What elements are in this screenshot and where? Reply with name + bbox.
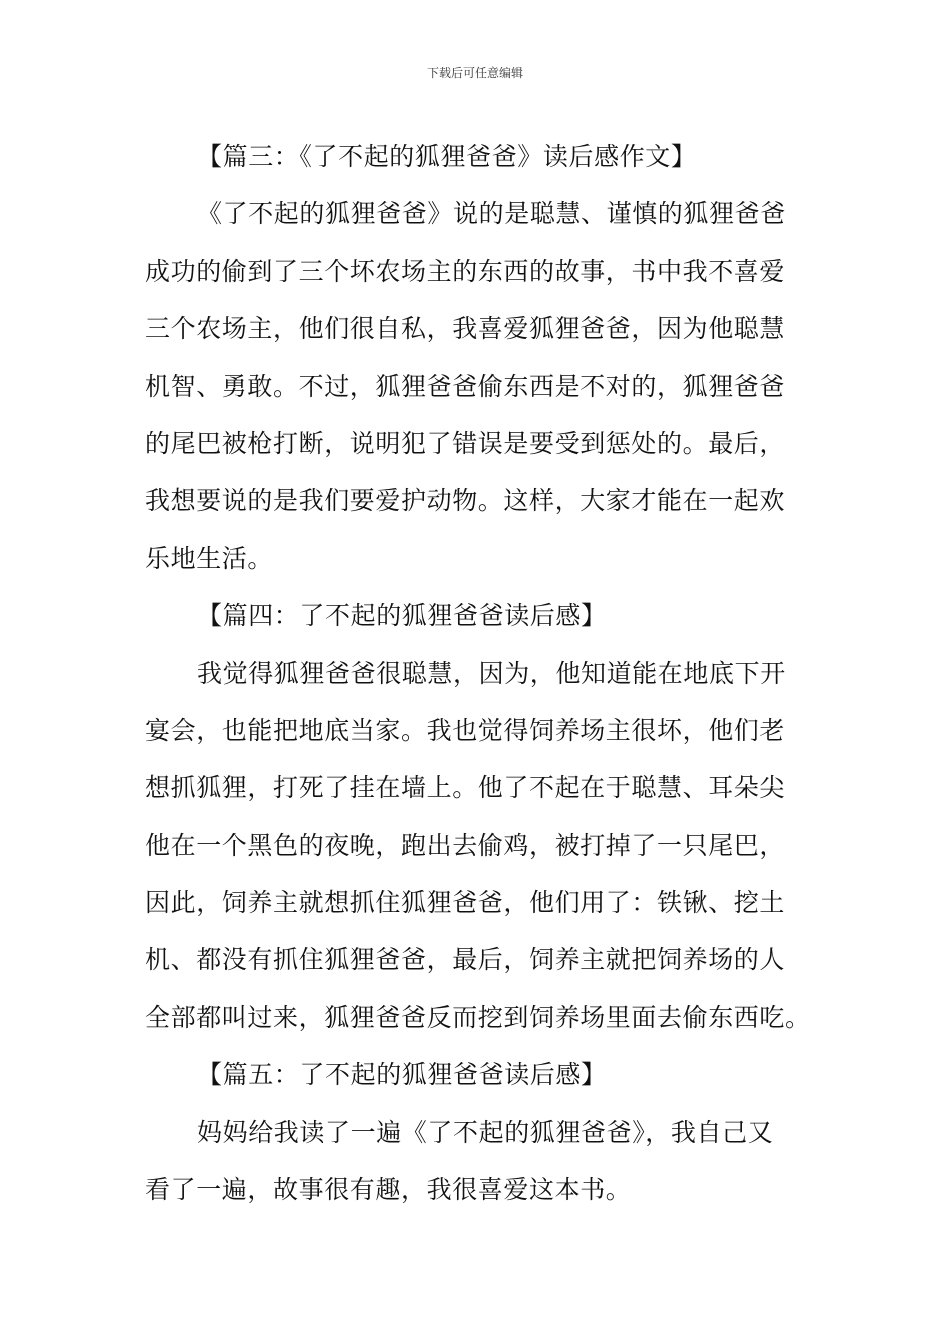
paragraph-line: 宴会，也能把地底当家。我也觉得饲养场主很坏，他们老: [145, 715, 786, 745]
page-header: 下载后可任意编辑: [426, 66, 523, 80]
paragraph-line: 的尾巴被枪打断，说明犯了错误是要受到惩处的。最后，: [145, 428, 786, 458]
paragraph-line: 机、都没有抓住狐狸爸爸，最后，饲养主就把饲养场的人: [145, 945, 786, 975]
paragraph-line: 我想要说的是我们要爱护动物。这样，大家才能在一起欢: [145, 486, 786, 516]
paragraph-line: 乐地生活。: [145, 543, 274, 573]
section-4: [145, 587, 811, 1046]
paragraph-line: 看了一遍，故事很有趣，我很喜爱这本书。: [145, 1175, 632, 1205]
paragraph-line: 三个农场主，他们很自私，我喜爱狐狸爸爸，因为他聪慧: [145, 314, 786, 344]
paragraph-line: 成功的偷到了三个坏农场主的东西的故事，书中我不喜爱: [145, 256, 786, 286]
section-heading: 【篇三：《了不起的狐狸爸爸》读后感作文】: [197, 142, 697, 171]
paragraph-line: 妈妈给我读了一遍《了不起的狐狸爸爸》，我自己又: [197, 1117, 774, 1147]
paragraph-line: 我觉得狐狸爸爸很聪慧，因为，他知道能在地底下开: [197, 658, 786, 688]
section-3: [145, 128, 807, 587]
section-heading: 【篇五：了不起的狐狸爸爸读后感】: [197, 1060, 607, 1090]
paragraph-line: 全部都叫过来，狐狸爸爸反而挖到饲养场里面去偷东西吃。: [145, 1002, 811, 1032]
paragraph-line: 《了不起的狐狸爸爸》说的是聪慧、谨慎的狐狸爸爸: [197, 199, 786, 229]
paragraph-line: 他在一个黑色的夜晚，跑出去偷鸡，被打掉了一只尾巴，: [145, 830, 786, 860]
paragraph-line: 机智、勇敢。不过，狐狸爸爸偷东西是不对的，狐狸爸爸: [145, 371, 786, 401]
document-body: [145, 128, 811, 1218]
section-5: [145, 1046, 807, 1218]
paragraph-line: 想抓狐狸，打死了挂在墙上。他了不起在于聪慧、耳朵尖: [145, 773, 786, 803]
section-heading: 【篇四：了不起的狐狸爸爸读后感】: [197, 601, 607, 631]
paragraph-line: 因此，饲养主就想抓住狐狸爸爸，他们用了：铁锹、挖土: [145, 888, 786, 918]
